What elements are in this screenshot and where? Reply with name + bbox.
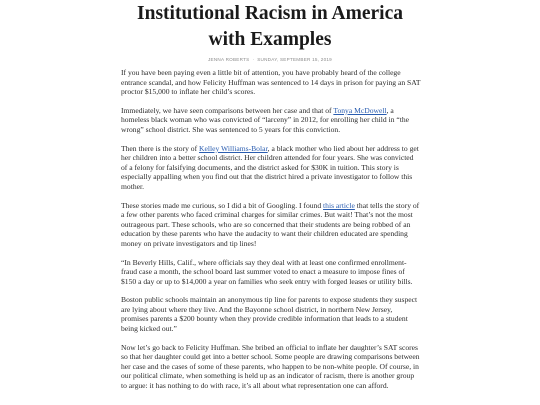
paragraph-text: , a homeless black woman who was convicted of “larceny” in 2012, for enrolling her child in “the wrong” school district. She was sentenced to 5 years for this conviction. <box>121 105 410 134</box>
paragraph-2 <box>121 106 421 135</box>
paragraph-7: Now let’s go back to Felicity Huffman. She bribed an official to inflate her daughter’s SAT scores so that her daughter could get into a better school. Some people are drawing comparisons between her case and the cases of some of these parents, who happen to be non-white people. Of course, in our political climate, when something is held up as an indicator of racism, there is another group to argue: it has nothing to do with race, it’s all about what representation one can afford. <box>121 342 420 391</box>
link-tonya-mcdowell[interactable]: Tonya McDowell <box>333 105 387 115</box>
paragraph-3 <box>121 144 421 192</box>
article-body <box>121 68 421 400</box>
article-title-line-1: Institutional Racism in America <box>137 3 403 24</box>
paragraph-1: If you have been paying even a little bit of attention, you have probably heard of the college entrance scandal, and how Felicity Huffman was sentenced to 14 days in prison for paying an SAT proctor $15,000 to inflate her child’s scores. <box>121 68 421 97</box>
link-kelley-williams-bolar[interactable]: Kelley Williams-Bolar <box>199 143 268 153</box>
paragraph-text: Immediately, we have seen comparisons between her case and that of <box>121 105 334 115</box>
publish-date: SUNDAY, SEPTEMBER 15, 2019 <box>257 57 332 62</box>
paragraph-5: “In Beverly Hills, Calif., where officials say they deal with at least one confirmed enrollment-fraud case a month, the school board last summer voted to enact a measure to impose fines of $150 a day or up to $14,000 a year on families who seek entry with forged leases or utility bills. <box>121 257 413 286</box>
paragraph-4 <box>121 201 421 249</box>
paragraph-text: These stories made me curious, so I did a bit of Googling. I found <box>121 200 324 210</box>
paragraph-text: Then there is the story of <box>121 143 200 153</box>
paragraph-text: that tells the story of a few other parents who faced criminal charges for similar crimes. But wait! That’s not the most outrageous part. These schools, who are so concerned that their students are being robbed of an education by these parents who have the audacity to want their children educated are spending money on private investigators and tip lines! <box>121 200 420 248</box>
author-name[interactable]: JENNA ROBERTS <box>207 57 250 62</box>
article-title-line-2: with Examples <box>208 29 332 50</box>
paragraph-6: Boston public schools maintain an anonymous tip line for parents to expose students they suspect are lying about where they live. And the Bayonne school district, in northern New Jersey, promises parents a $200 bounty when they provide credible information that leads to a student being kicked out.” <box>121 295 418 334</box>
article-byline: JENNA ROBERTS · SUNDAY, SEPTEMBER 15, 2019 <box>207 57 332 62</box>
link-this-article[interactable]: this article <box>323 200 355 210</box>
paragraph-text: , a black mother who lied about her address to get her children into a better school district. Her children attended for four years. She was convicted of a felony for falsifying documents, and the district asked for $30K in tuition. This story is especially appalling when you find out that the district hired a private investigator to follow this mother. <box>121 143 419 191</box>
